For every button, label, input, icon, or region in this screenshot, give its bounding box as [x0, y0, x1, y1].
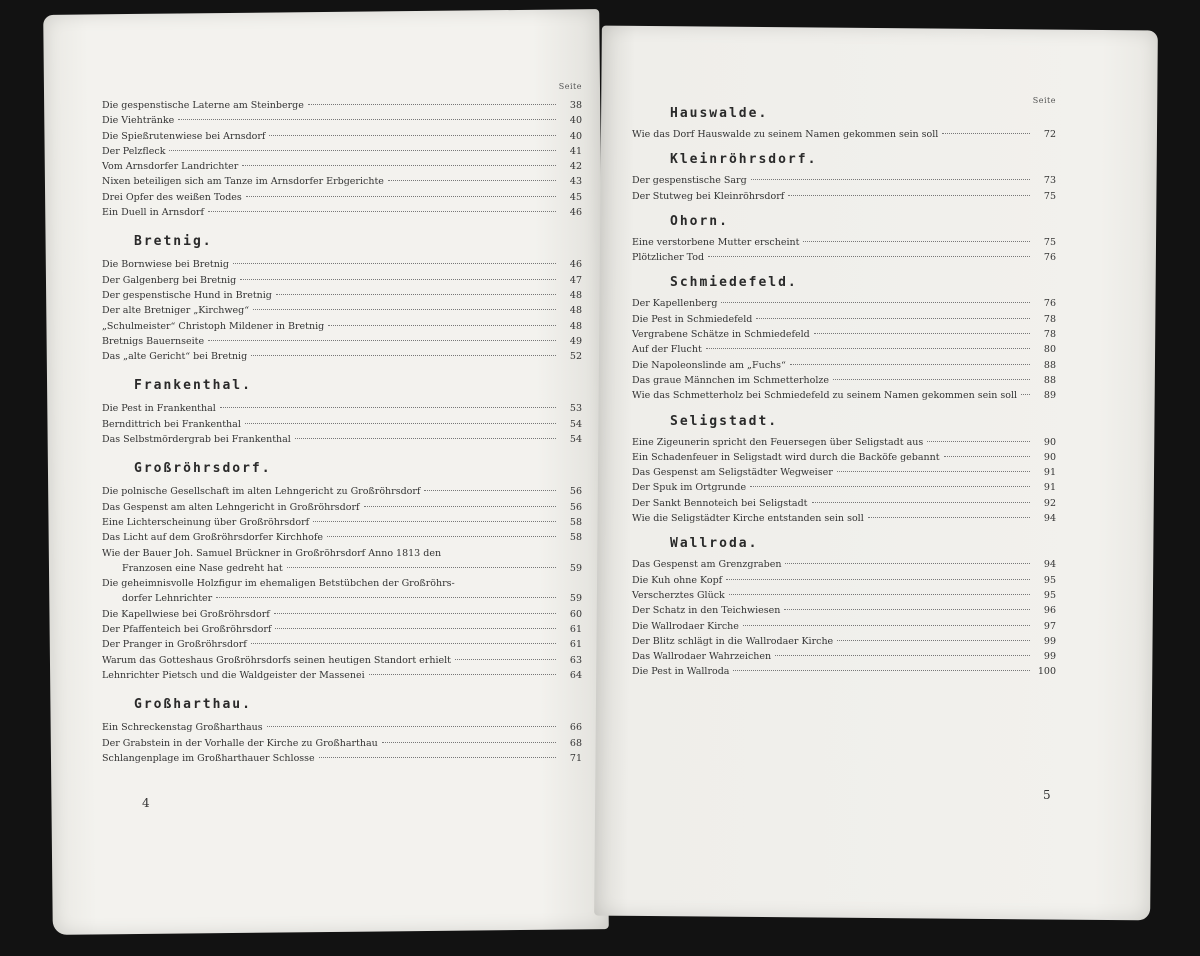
entry-title: Der gespenstische Sarg — [632, 175, 747, 187]
entry-title: Warum das Gotteshaus Großröhrsdorfs seinen heutigen Standort erhielt — [102, 654, 451, 666]
toc-group — [632, 275, 1056, 403]
toc-entry[interactable] — [632, 327, 1056, 342]
entry-title: Der Kapellenberg — [632, 298, 718, 310]
entry-title: Das Gespenst am Seligstädter Wegweiser — [632, 467, 833, 479]
dot-leader — [388, 180, 556, 181]
dot-leader — [706, 348, 1030, 349]
entry-page-number: 46 — [569, 259, 582, 271]
toc-group — [102, 234, 582, 364]
dot-leader — [837, 471, 1030, 472]
dot-leader — [216, 597, 556, 598]
toc-entry[interactable] — [102, 668, 582, 683]
dot-leader — [169, 150, 556, 151]
toc-entry[interactable] — [102, 546, 582, 561]
entry-page-number: 96 — [1043, 605, 1056, 617]
toc-entry[interactable] — [632, 296, 1056, 311]
dot-leader — [751, 179, 1030, 180]
dot-leader — [733, 670, 1030, 671]
dot-leader — [790, 364, 1030, 365]
section-heading: Großharthau. — [134, 697, 252, 713]
entry-title: Der Stutweg bei Kleinröhrsdorf — [632, 190, 785, 202]
dot-leader — [785, 563, 1030, 564]
toc-entry[interactable] — [632, 496, 1056, 511]
dot-leader — [788, 195, 1030, 196]
entry-title: Eine verstorbene Mutter erscheint — [632, 236, 800, 248]
entry-page-number: 68 — [569, 737, 582, 749]
dot-leader — [927, 441, 1030, 442]
entry-page-number: 48 — [569, 320, 582, 332]
toc-entry[interactable] — [102, 349, 582, 364]
dot-leader — [784, 609, 1030, 610]
entry-title: Die Viehtränke — [102, 115, 175, 127]
entry-title: Das Gespenst am alten Lehngericht in Großröhrsdorf — [102, 501, 360, 513]
entry-title: Der Sankt Bennoteich bei Seligstadt — [632, 497, 808, 509]
entry-page-number: 95 — [1043, 589, 1056, 601]
section-heading: Großröhrsdorf. — [134, 461, 272, 477]
dot-leader — [364, 506, 556, 507]
toc-entry[interactable] — [102, 205, 582, 220]
entry-title: dorfer Lehnrichter — [122, 593, 213, 605]
entry-title: Eine Zigeunerin spricht den Feuersegen über Seligstadt aus — [632, 436, 924, 448]
entry-title: Die Pest in Frankenthal — [102, 403, 216, 415]
toc-entry[interactable] — [102, 484, 582, 499]
dot-leader — [267, 726, 556, 727]
entry-page-number: 61 — [569, 624, 582, 636]
dot-leader — [726, 579, 1030, 580]
dot-leader — [240, 279, 556, 280]
toc-entry[interactable] — [102, 98, 582, 113]
entry-title: Das Selbstmördergrab bei Frankenthal — [102, 434, 291, 446]
toc-entry[interactable] — [102, 637, 582, 652]
toc-entry[interactable] — [102, 607, 582, 622]
entry-page-number: 56 — [569, 486, 582, 498]
entry-title: Der Schatz in den Teichwiesen — [632, 605, 781, 617]
entry-page-number: 60 — [569, 608, 582, 620]
toc-entry[interactable] — [632, 511, 1056, 526]
entry-page-number: 63 — [569, 654, 582, 666]
entry-page-number: 56 — [569, 501, 582, 513]
toc-entry[interactable] — [632, 189, 1056, 204]
entry-page-number: 47 — [569, 274, 582, 286]
entry-page-number: 48 — [569, 305, 582, 317]
toc-entry[interactable] — [102, 319, 582, 334]
entry-title: Auf der Flucht — [632, 344, 702, 356]
entry-page-number: 40 — [569, 130, 582, 142]
entry-page-number: 100 — [1037, 666, 1056, 678]
entry-title: Der Pfaffenteich bei Großröhrsdorf — [102, 624, 272, 636]
entry-title: Wie der Bauer Joh. Samuel Brückner in Großröhrsdorf Anno 1813 den — [102, 547, 442, 559]
entry-page-number: 90 — [1043, 436, 1056, 448]
entry-page-number: 78 — [1043, 329, 1056, 341]
toc-entry[interactable] — [632, 588, 1056, 603]
toc-entry[interactable] — [102, 129, 582, 144]
entry-title: Der Galgenberg bei Bretnig — [102, 274, 237, 286]
dot-leader — [233, 263, 556, 264]
toc-group — [632, 536, 1056, 679]
dot-leader — [382, 742, 556, 743]
toc-entry[interactable] — [102, 159, 582, 174]
entry-title: Wie das Dorf Hauswalde zu seinem Namen gekommen sein soll — [632, 129, 939, 140]
entry-page-number: 99 — [1043, 651, 1056, 663]
toc-group — [632, 214, 1056, 266]
entry-page-number: 88 — [1043, 359, 1056, 371]
entry-page-number: 72 — [1043, 129, 1056, 140]
entry-page-number: 53 — [569, 403, 582, 415]
entry-page-number: 76 — [1043, 252, 1056, 264]
dot-leader — [750, 486, 1030, 487]
toc-entry[interactable] — [632, 235, 1056, 250]
entry-page-number: 76 — [1043, 298, 1056, 310]
toc-entry[interactable] — [102, 432, 582, 447]
toc-entry[interactable] — [102, 751, 582, 766]
entry-page-number: 54 — [569, 418, 582, 430]
right-toc — [632, 96, 1056, 680]
entry-title: Das „alte Gericht“ bei Bretnig — [102, 351, 248, 363]
toc-entry[interactable] — [102, 303, 582, 318]
dot-leader — [455, 659, 556, 660]
section-heading: Frankenthal. — [134, 378, 252, 394]
entry-title: Die Kuh ohne Kopf — [632, 574, 723, 586]
entry-title: „Schulmeister“ Christoph Mildener in Bretnig — [102, 320, 325, 332]
toc-entry[interactable] — [102, 720, 582, 735]
entry-page-number: 48 — [569, 289, 582, 301]
dot-leader — [837, 640, 1030, 641]
entry-page-number: 38 — [569, 100, 582, 111]
section-heading: Seligstadt. — [670, 413, 779, 429]
dot-leader — [308, 104, 556, 105]
entry-page-number: 49 — [569, 335, 582, 347]
toc-entry[interactable] — [102, 401, 582, 416]
dot-leader — [833, 379, 1030, 380]
entry-title: Der alte Bretniger „Kirchweg“ — [102, 305, 250, 317]
entry-page-number: 40 — [569, 115, 582, 127]
dot-leader — [220, 407, 556, 408]
toc-entry[interactable] — [102, 576, 582, 591]
entry-title: Die gespenstische Laterne am Steinberge — [102, 100, 304, 111]
entry-title: Die polnische Gesellschaft im alten Lehngericht zu Großröhrsdorf — [102, 486, 421, 498]
toc-entry[interactable] — [632, 465, 1056, 480]
entry-title: Der Grabstein in der Vorhalle der Kirche zu Großharthau — [102, 737, 378, 749]
dot-leader — [721, 302, 1030, 303]
toc-entry[interactable] — [632, 557, 1056, 572]
dot-leader — [269, 135, 556, 136]
toc-entry[interactable] — [102, 334, 582, 349]
dot-leader — [313, 521, 556, 522]
dot-leader — [295, 438, 556, 439]
entry-page-number: 52 — [569, 351, 582, 363]
entry-title: Nixen beteiligen sich am Tanze im Arnsdorfer Erbgerichte — [102, 176, 384, 188]
entry-title: Die Napoleonslinde am „Fuchs“ — [632, 359, 786, 371]
toc-group — [102, 697, 582, 766]
entry-title: Eine Lichterscheinung über Großröhrsdorf — [102, 516, 310, 528]
entry-title: Ein Schadenfeuer in Seligstadt wird durch die Backöfe gebannt — [632, 451, 940, 463]
dot-leader — [1021, 394, 1030, 395]
dot-leader — [275, 628, 556, 629]
dot-leader — [812, 502, 1031, 503]
dot-leader — [944, 456, 1030, 457]
dot-leader — [424, 490, 556, 491]
toc-entry[interactable] — [102, 257, 582, 272]
entry-title: Verscherztes Glück — [632, 589, 725, 601]
dot-leader — [756, 318, 1030, 319]
toc-entry[interactable] — [102, 622, 582, 637]
entry-page-number: 61 — [569, 639, 582, 651]
toc-entry[interactable] — [632, 435, 1056, 450]
toc-group — [102, 461, 582, 683]
toc-group — [632, 152, 1056, 204]
entry-page-number: 71 — [569, 752, 582, 764]
dot-leader — [246, 196, 556, 197]
dot-leader — [814, 333, 1030, 334]
toc-entry[interactable] — [632, 573, 1056, 588]
toc-entry[interactable] — [102, 273, 582, 288]
toc-entry[interactable] — [632, 312, 1056, 327]
section-heading: Bretnig. — [134, 234, 213, 250]
entry-title: Drei Opfer des weißen Todes — [102, 191, 242, 203]
entry-page-number: 91 — [1043, 467, 1056, 479]
entry-page-number: 89 — [1043, 390, 1056, 402]
toc-entry[interactable] — [102, 288, 582, 303]
entry-title: Der Pelzfleck — [102, 145, 166, 157]
entry-title: Die Pest in Schmiedefeld — [632, 313, 753, 325]
left-toc — [102, 82, 582, 766]
entry-page-number: 59 — [569, 593, 582, 605]
entry-title: Die Wallrodaer Kirche — [632, 620, 739, 632]
toc-entry[interactable] — [632, 127, 1056, 142]
entry-page-number: 78 — [1043, 313, 1056, 325]
entry-page-number: 41 — [569, 145, 582, 157]
entry-page-number: 73 — [1043, 175, 1056, 187]
entry-title: Ein Duell in Arnsdorf — [102, 207, 204, 219]
seite-label: Seite — [1032, 96, 1056, 105]
section-heading: Wallroda. — [670, 536, 759, 552]
entry-page-number: 90 — [1043, 451, 1056, 463]
toc-entry[interactable] — [102, 530, 582, 545]
toc-entry[interactable] — [632, 388, 1056, 403]
entry-page-number: 75 — [1043, 190, 1056, 202]
entry-title: Der gespenstische Hund in Bretnig — [102, 289, 272, 301]
dot-leader — [245, 423, 556, 424]
toc-entry[interactable] — [632, 649, 1056, 664]
entry-page-number: 42 — [569, 161, 582, 173]
entry-title: Bretnigs Bauernseite — [102, 335, 205, 347]
toc-entry[interactable] — [102, 515, 582, 530]
entry-page-number: 99 — [1043, 635, 1056, 647]
entry-page-number: 75 — [1043, 236, 1056, 248]
entry-title: Wie die Seligstädter Kirche entstanden sein soll — [632, 513, 864, 525]
dot-leader — [328, 325, 556, 326]
entry-title: Berndittrich bei Frankenthal — [102, 418, 241, 430]
toc-entry[interactable] — [102, 144, 582, 159]
entry-page-number: 58 — [569, 532, 582, 544]
page-number-left: 4 — [142, 796, 150, 810]
dot-leader — [208, 340, 556, 341]
entry-title: Der Spuk im Ortgrunde — [632, 482, 747, 494]
entry-page-number: 97 — [1043, 620, 1056, 632]
toc-entry[interactable] — [632, 603, 1056, 618]
dot-leader — [276, 294, 556, 295]
toc-entry[interactable] — [632, 634, 1056, 649]
toc-entry[interactable] — [102, 417, 582, 432]
toc-entry[interactable] — [632, 342, 1056, 357]
seite-label: Seite — [558, 82, 582, 91]
toc-entry[interactable] — [632, 619, 1056, 634]
dot-leader — [253, 309, 556, 310]
toc-entry[interactable] — [632, 450, 1056, 465]
entry-title: Das graue Männchen im Schmetterholze — [632, 374, 829, 386]
toc-group — [632, 106, 1056, 142]
dot-leader — [208, 211, 556, 212]
dot-leader — [743, 625, 1030, 626]
toc-entry[interactable] — [102, 174, 582, 189]
entry-title: Die Bornwiese bei Bretnig — [102, 259, 229, 271]
entry-title: Die Kapellwiese bei Großröhrsdorf — [102, 608, 270, 620]
entry-page-number: 92 — [1043, 497, 1056, 509]
entry-page-number: 64 — [569, 669, 582, 681]
entry-title: Der Blitz schlägt in die Wallrodaer Kirche — [632, 635, 834, 647]
toc-group — [632, 414, 1056, 527]
entry-title: Das Wallrodaer Wahrzeichen — [632, 651, 772, 663]
toc-entry[interactable] — [632, 373, 1056, 388]
entry-page-number: 54 — [569, 434, 582, 446]
toc-entry[interactable] — [102, 190, 582, 205]
dot-leader — [708, 256, 1030, 257]
toc-entry[interactable] — [632, 664, 1056, 679]
entry-title: Vom Arnsdorfer Landrichter — [102, 161, 239, 173]
entry-page-number: 91 — [1043, 482, 1056, 494]
toc-entry[interactable] — [102, 736, 582, 751]
toc-entry[interactable] — [102, 561, 582, 576]
dot-leader — [803, 241, 1030, 242]
entry-title: Schlangenplage im Großharthauer Schlosse — [102, 752, 315, 764]
entry-title: Das Gespenst am Grenzgraben — [632, 559, 782, 571]
dot-leader — [251, 355, 556, 356]
dot-leader — [242, 165, 556, 166]
entry-page-number: 43 — [569, 176, 582, 188]
section-heading: Schmiedefeld. — [670, 275, 798, 291]
dot-leader — [287, 567, 556, 568]
entry-page-number: 94 — [1043, 559, 1056, 571]
entry-page-number: 95 — [1043, 574, 1056, 586]
entry-page-number: 80 — [1043, 344, 1056, 356]
section-heading: Hauswalde. — [670, 106, 769, 121]
dot-leader — [868, 517, 1030, 518]
entry-title: Die Pest in Wallroda — [632, 666, 730, 678]
entry-title: Ein Schreckenstag Großharthaus — [102, 722, 263, 734]
dot-leader — [178, 119, 556, 120]
toc-entry[interactable] — [632, 480, 1056, 495]
dot-leader — [729, 594, 1030, 595]
dot-leader — [251, 643, 556, 644]
entry-page-number: 59 — [569, 562, 582, 574]
section-heading: Ohorn. — [670, 213, 729, 229]
entry-page-number: 58 — [569, 516, 582, 528]
entry-title: Die geheimnisvolle Holzfigur im ehemaligen Betstübchen der Großröhrs- — [102, 578, 455, 590]
toc-group — [102, 98, 582, 220]
toc-entry[interactable] — [102, 591, 582, 606]
toc-entry[interactable] — [632, 358, 1056, 373]
toc-entry[interactable] — [632, 173, 1056, 188]
dot-leader — [369, 674, 556, 675]
entry-title: Das Licht auf dem Großröhrsdorfer Kirchhofe — [102, 532, 323, 544]
entry-title: Lehnrichter Pietsch und die Waldgeister der Massenei — [102, 669, 365, 681]
entry-title: Die Spießrutenwiese bei Arnsdorf — [102, 130, 266, 142]
dot-leader — [274, 613, 556, 614]
entry-page-number: 88 — [1043, 374, 1056, 386]
dot-leader — [327, 536, 556, 537]
entry-page-number: 46 — [569, 207, 582, 219]
entry-title: Der Pranger in Großröhrsdorf — [102, 639, 247, 651]
dot-leader — [775, 655, 1030, 656]
entry-title: Wie das Schmetterholz bei Schmiedefeld zu seinem Namen gekommen sein soll — [632, 390, 1018, 402]
entry-page-number: 66 — [569, 722, 582, 734]
toc-entry[interactable] — [102, 113, 582, 128]
dot-leader — [319, 757, 556, 758]
entry-title: Plötzlicher Tod — [632, 252, 705, 264]
section-heading: Kleinröhrsdorf. — [670, 152, 818, 168]
toc-group — [102, 378, 582, 447]
toc-entry[interactable] — [102, 653, 582, 668]
toc-entry[interactable] — [632, 250, 1056, 265]
page-number-right: 5 — [1043, 788, 1051, 802]
entry-title: Franzosen eine Nase gedreht hat — [122, 562, 283, 574]
dot-leader — [942, 133, 1030, 134]
entry-page-number: 45 — [569, 191, 582, 203]
entry-title: Vergrabene Schätze in Schmiedefeld — [632, 329, 810, 341]
entry-page-number: 94 — [1043, 513, 1056, 525]
toc-entry[interactable] — [102, 500, 582, 515]
